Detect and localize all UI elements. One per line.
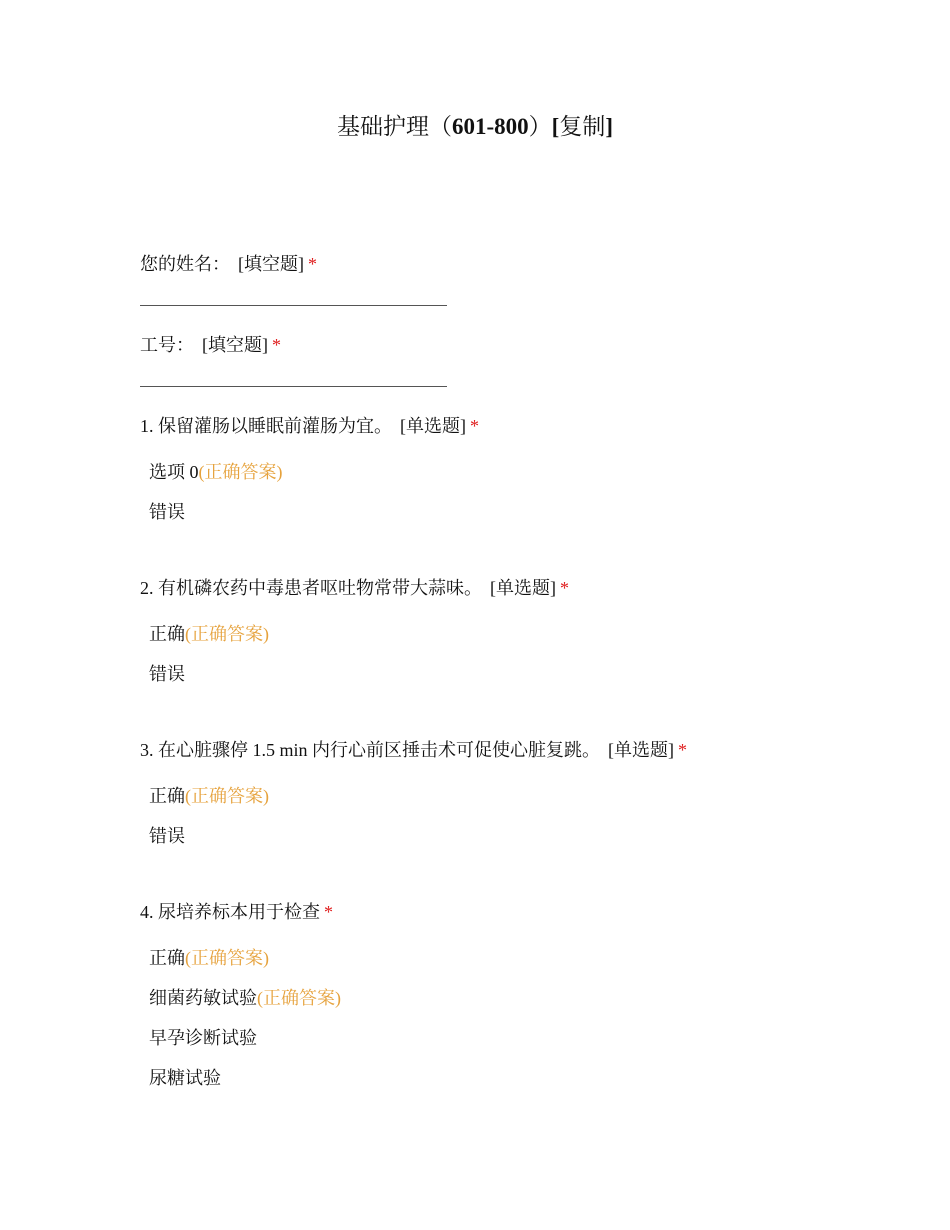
page-title: 基础护理（601-800）[复制]: [336, 114, 613, 139]
required-mark: *: [560, 578, 569, 598]
title-copy: 复制: [559, 114, 606, 139]
name-field-label: [140, 252, 900, 276]
option-label: 正确: [149, 948, 185, 968]
question-1-option-2[interactable]: [149, 500, 185, 524]
field-type-tag: [填空题]: [202, 335, 268, 355]
correct-answer-mark: (正确答案): [185, 624, 269, 644]
correct-answer-mark: (正确答案): [198, 462, 283, 482]
question-1-title: [140, 414, 900, 438]
question-4-option-4[interactable]: [149, 1066, 221, 1090]
question-4-option-3[interactable]: [149, 1026, 257, 1050]
question-3-option-2[interactable]: [149, 824, 185, 848]
question-text: 在心脏骤停 1.5 min 内行心前区捶击术可促使心脏复跳。: [158, 740, 600, 760]
option-label: 错误: [149, 502, 185, 522]
option-label: 选项 0: [149, 462, 199, 482]
employee-id-field-label: [140, 333, 900, 357]
correct-answer-mark: (正确答案): [257, 988, 341, 1008]
option-label: 正确: [149, 786, 185, 806]
title-paren: ）: [528, 114, 552, 139]
name-input-line[interactable]: [140, 305, 447, 306]
question-2-option-2[interactable]: [149, 662, 185, 686]
question-1-option-1[interactable]: [149, 460, 283, 484]
question-4-title: [140, 900, 900, 924]
question-3-title: [140, 738, 900, 762]
question-text: 有机磷农药中毒患者呕吐物常带大蒜味。: [158, 578, 482, 598]
employee-id-input-line[interactable]: [140, 386, 447, 387]
correct-answer-mark: (正确答案): [185, 948, 269, 968]
option-label: 早孕诊断试验: [149, 1028, 257, 1048]
question-2-option-1[interactable]: [149, 622, 269, 646]
required-mark: *: [470, 416, 479, 436]
field-label: 工号：: [140, 335, 194, 355]
question-4-option-1[interactable]: [149, 946, 269, 970]
field-label: 您的姓名：: [140, 254, 230, 274]
title-prefix: 基础护理（: [336, 114, 452, 139]
option-label: 细菌药敏试验: [149, 988, 257, 1008]
question-type-tag: [单选题]: [400, 416, 466, 436]
title-range: 601-800: [451, 114, 529, 139]
question-number: 4.: [140, 902, 154, 922]
required-mark: *: [324, 902, 333, 922]
question-type-tag: [单选题]: [490, 578, 556, 598]
question-3-option-1[interactable]: [149, 784, 269, 808]
question-number: 2.: [140, 578, 154, 598]
required-mark: *: [272, 335, 281, 355]
option-label: 错误: [149, 826, 185, 846]
question-text: 保留灌肠以睡眠前灌肠为宜。: [158, 416, 392, 436]
question-type-tag: [单选题]: [608, 740, 674, 760]
question-4-option-2[interactable]: [149, 986, 341, 1010]
required-mark: *: [678, 740, 687, 760]
required-mark: *: [308, 254, 317, 274]
option-label: 尿糖试验: [149, 1068, 221, 1088]
question-number: 1.: [140, 416, 154, 436]
correct-answer-mark: (正确答案): [185, 786, 269, 806]
option-label: 错误: [149, 664, 185, 684]
field-type-tag: [填空题]: [238, 254, 304, 274]
question-text: 尿培养标本用于检查: [158, 902, 320, 922]
option-label: 正确: [149, 624, 185, 644]
question-2-title: [140, 576, 900, 600]
question-number: 3.: [140, 740, 154, 760]
